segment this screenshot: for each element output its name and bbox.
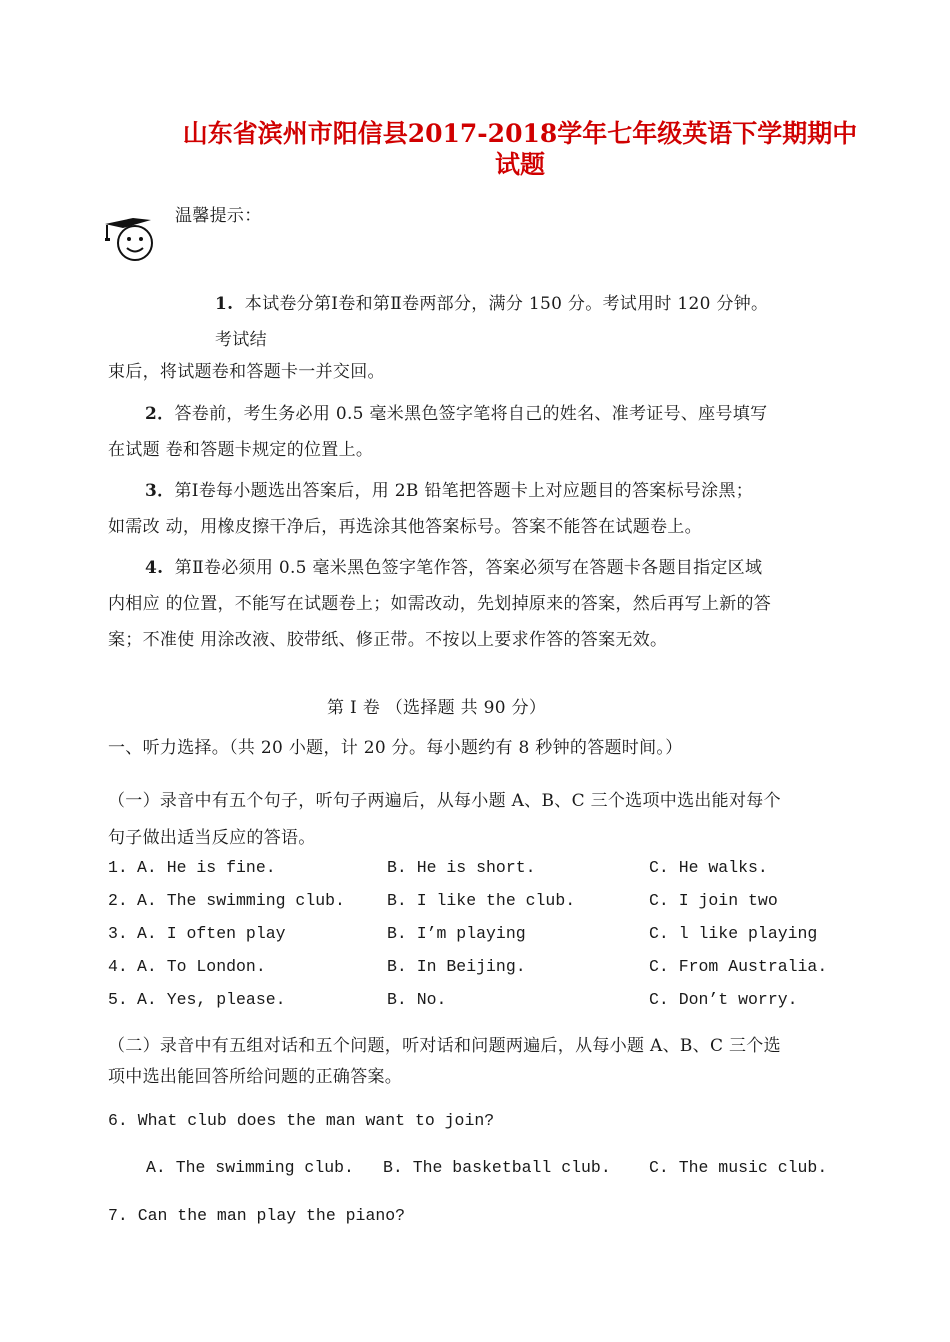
- option-c: C. He walks.: [649, 858, 768, 877]
- option-c: C. From Australia.: [649, 957, 828, 976]
- option-b: B. In Beijing.: [387, 957, 526, 976]
- notice-text: 本试卷分第Ⅰ卷和第Ⅱ卷两部分，满分 150 分。考试用时 120 分钟。: [244, 294, 769, 314]
- notice-text: 答卷前，考生务必用 0.5 毫米黑色签字笔将自己的姓名、准考证号、座号填写: [174, 404, 768, 424]
- option-c: C. The music club.: [649, 1158, 828, 1177]
- sub2-instructions-line2: 项中选出能回答所给问题的正确答案。: [108, 1067, 403, 1087]
- sub2-instructions-line1: （二）录音中有五组对话和五个问题，听对话和问题两遍后，从每小题 A、B、C 三个选: [108, 1036, 781, 1056]
- option-a: A. Yes, please.: [137, 990, 286, 1009]
- notice-3: [145, 476, 753, 501]
- part-1-heading: 第 I 卷 （选择题 共 90 分）: [327, 698, 547, 718]
- notice-4: [145, 553, 762, 578]
- option-b: B. I like the club.: [387, 891, 576, 910]
- notice-text: 第Ⅱ卷必须用 0.5 毫米黑色签字笔作答，答案必须写在答题卡各题目指定区域: [174, 558, 763, 578]
- question-number: 4.: [108, 957, 128, 976]
- option-b: B. No.: [387, 990, 447, 1009]
- notice-3-line2: 如需改 动，用橡皮擦干净后，再选涂其他答案标号。答案不能答在试题卷上。: [108, 517, 702, 537]
- option-b: B. He is short.: [387, 858, 536, 877]
- section-1-heading: 一、听力选择。（共 20 小题，计 20 分。每小题约有 8 秒钟的答题时间。）: [108, 738, 683, 758]
- notice-2-line2: 在试题 卷和答题卡规定的位置上。: [108, 440, 374, 460]
- notice-1-line3: 束后，将试题卷和答题卡一并交回。: [108, 362, 385, 382]
- question-number: 1.: [108, 858, 128, 877]
- option-b: B. The basketball club.: [383, 1158, 611, 1177]
- option-a: A. The swimming club.: [146, 1158, 354, 1177]
- notice-2: [145, 399, 767, 424]
- notice-number: 1.: [215, 294, 234, 314]
- question-7: 7. Can the man play the piano?: [108, 1206, 406, 1225]
- notice-number: 3．: [145, 481, 175, 501]
- tip-heading: 温馨提示：: [175, 206, 262, 226]
- option-c: C. I join two: [649, 891, 778, 910]
- smiley-graduation-cap-icon: [103, 212, 159, 264]
- notice-text: 第Ⅰ卷每小题选出答案后，用 2B 铅笔把答题卡上对应题目的答案标号涂黑；: [174, 481, 754, 501]
- question-number: 3.: [108, 924, 128, 943]
- document-title-line2: 试题: [494, 150, 545, 179]
- sub1-instructions-line2: 句子做出适当反应的答语。: [108, 828, 316, 848]
- question-number: 5.: [108, 990, 128, 1009]
- option-a: A. To London.: [137, 957, 266, 976]
- sub1-instructions-line1: （一）录音中有五个句子，听句子两遍后，从每小题 A、B、C 三个选项中选出能对每个: [108, 791, 781, 811]
- question-number: 2.: [108, 891, 128, 910]
- question-6: 6. What club does the man want to join?: [108, 1111, 495, 1130]
- notice-number: 4.: [145, 558, 164, 578]
- option-c: C. Don’t worry.: [649, 990, 798, 1009]
- option-a: A. The swimming club.: [137, 891, 345, 910]
- notice-4-line3: 案；不准使 用涂改液、胶带纸、修正带。不按以上要求作答的答案无效。: [108, 630, 668, 650]
- notice-number: 2．: [145, 404, 175, 424]
- option-a: A. I often play: [137, 924, 286, 943]
- notice-1: [215, 289, 768, 314]
- option-c: C. l like playing: [649, 924, 818, 943]
- notice-4-line2: 内相应 的位置，不能写在试题卷上；如需改动，先划掉原来的答案，然后再写上新的答: [108, 594, 772, 614]
- option-a: A. He is fine.: [137, 858, 276, 877]
- document-title-line1: 山东省滨州市阳信县2017-2018学年七年级英语下学期期中: [182, 119, 858, 148]
- notice-1-line2: 考试结: [215, 330, 267, 350]
- option-b: B. I’m playing: [387, 924, 526, 943]
